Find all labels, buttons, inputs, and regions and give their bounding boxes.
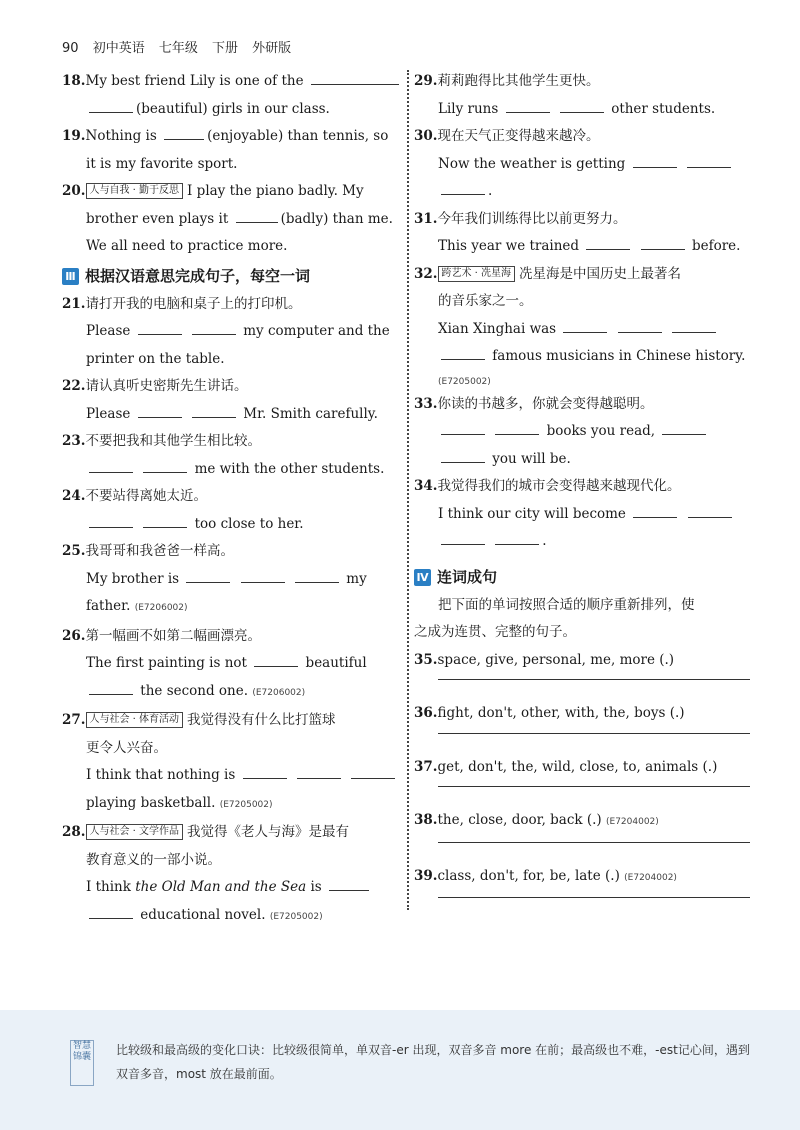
answer-blank[interactable] [633,503,677,518]
question-22: 22.请认真听史密斯先生讲话。 Please Mr. Smith carefully. [62,378,378,422]
answer-blank[interactable] [143,513,187,528]
answer-blank[interactable] [560,98,604,113]
tip-text: 比较级和最高级的变化口诀：比较级很简单，单双音-er 出现，双音多音 more 在前；最高级也不难，-est记心间，遇到双音多音，most 放在最前面。 [116,1043,750,1081]
answer-blank[interactable] [441,420,485,435]
page-header [62,37,301,56]
question-25: 25.我哥哥和我爸爸一样高。 My brother is my father. (E7206002) [62,543,367,614]
answer-blank[interactable] [563,318,607,333]
item-code: (E7205002) [438,376,491,387]
question-26: 26.第一幅画不如第二幅画漂亮。 The first painting is not beautiful the second one. (E7206002) [62,627,367,699]
book-subject: 初中英语 [92,41,145,56]
column-divider [407,70,409,910]
question-21: 21.请打开我的电脑和桌子上的打印机。 Please my computer and the printer on the table. [62,295,390,367]
section-4-title: Ⅳ 连词成句 [414,562,750,592]
topic-tag: 人与社会 · 文学作品 [86,824,184,840]
question-23: 23.不要把我和其他学生相比较。 me with the other students. [62,433,385,477]
left-column [62,68,400,931]
answer-line[interactable] [438,896,750,898]
answer-blank[interactable] [506,98,550,113]
question-27: 27. 人与社会 · 体育活动 我觉得没有什么比打篮球 更令人兴奋。 I think that nothing is playing basketball. (E7205002) [62,707,400,819]
tip-footer [0,1010,800,1130]
item-code: (E7205002) [219,799,273,810]
answer-blank[interactable] [441,448,485,463]
answer-blank[interactable] [241,568,285,583]
answer-blank[interactable] [192,320,236,335]
question-37: 37.get, don't, the, wild, close, to, animals (.) [414,754,750,788]
topic-tag: 跨艺术 · 冼星海 [438,266,516,282]
answer-blank[interactable] [186,568,230,583]
item-code: (E7206002) [252,687,306,698]
item-code: (E7204002) [624,872,677,883]
tip-label: 智慧锦囊 [70,1040,94,1086]
question-29: 29.莉莉跑得比其他学生更快。 Lily runs other students. [414,73,716,117]
answer-blank[interactable] [672,318,716,333]
section-4-intro: 把下面的单词按照合适的顺序重新排列，使 [438,596,695,613]
answer-blank[interactable] [89,680,133,695]
answer-blank[interactable] [254,652,298,667]
section-4-intro-cont: 之成为连贯、完整的句子。 [414,624,576,640]
answer-blank[interactable] [586,235,630,250]
section-3-title: Ⅲ 根据汉语意思完成句子，每空一词 [62,261,400,291]
question-18: 18.My best friend Lily is one of the (beautiful) girls in our class. [62,68,400,123]
question-24: 24.不要站得离她太近。 too close to her. [62,488,304,532]
section-badge: Ⅲ [62,268,79,285]
page-number: 90 [62,41,79,56]
item-code: (E7206002) [134,603,188,613]
answer-blank[interactable] [138,320,182,335]
question-34: 34.我觉得我们的城市会变得越来越现代化。 I think our city will become . [414,473,750,556]
question-38: 38.the, close, door, back (.) (E7204002) [414,807,750,843]
question-35: 35.space, give, personal, me, more (.) [414,647,750,681]
question-20: 20. 人与自我 · 勤于反思 I play the piano badly. My brother even plays it (badly) than me. We all need to practice more. [62,183,393,254]
question-31: 31.今年我们训练得比以前更努力。 This year we trained before. [414,210,741,254]
answer-blank[interactable] [89,98,133,113]
answer-line[interactable] [438,678,750,680]
item-code: (E7204002) [606,817,659,827]
answer-blank[interactable] [495,420,539,435]
answer-blank[interactable] [143,458,187,473]
topic-tag: 人与自我 · 勤于反思 [86,183,184,199]
book-volume: 下册 [212,41,239,56]
answer-blank[interactable] [495,530,539,545]
answer-blank[interactable] [164,125,204,140]
answer-blank[interactable] [297,764,341,779]
section-badge: Ⅳ [414,569,431,586]
answer-blank[interactable] [192,403,236,418]
answer-blank[interactable] [441,530,485,545]
answer-blank[interactable] [89,458,133,473]
answer-blank[interactable] [311,70,399,85]
question-30: 30.现在天气正变得越来越冷。 Now the weather is getting . [414,123,750,206]
right-column [414,68,750,918]
answer-blank[interactable] [441,345,485,360]
question-36: 36.fight, don't, other, with, the, boys (.) [414,700,750,734]
question-32: 32. 跨艺术 · 冼星海 冼星海是中国历史上最著名 的音乐家之一。 Xian Xinghai was famous musicians in Chinese history. (E7205002) [414,265,746,387]
answer-blank[interactable] [295,568,339,583]
question-19: 19.Nothing is (enjoyable) than tennis, so it is my favorite sport. [62,123,400,178]
answer-blank[interactable] [662,420,706,435]
answer-blank[interactable] [236,208,278,223]
answer-blank[interactable] [351,764,395,779]
answer-blank[interactable] [633,153,677,168]
answer-blank[interactable] [89,513,133,528]
item-code: (E7205002) [269,911,323,922]
answer-blank[interactable] [138,403,182,418]
answer-line[interactable] [438,785,750,787]
answer-blank[interactable] [687,153,731,168]
question-33: 33.你读的书越多，你就会变得越聪明。 books you read, you will be. [414,391,750,474]
topic-tag: 人与社会 · 体育活动 [86,712,184,728]
answer-blank[interactable] [243,764,287,779]
question-39: 39.class, don't, for, be, late (.) (E7204002) [414,863,750,899]
answer-blank[interactable] [688,503,732,518]
answer-line[interactable] [438,841,750,843]
question-28: 28. 人与社会 · 文学作品 我觉得《老人与海》是最有 教育意义的一部小说。 I think the Old Man and the Sea is educational novel. (E7205002) [62,819,400,931]
answer-blank[interactable] [329,876,369,891]
answer-blank[interactable] [89,904,133,919]
answer-blank[interactable] [441,180,485,195]
answer-blank[interactable] [641,235,685,250]
answer-line[interactable] [438,732,750,734]
answer-blank[interactable] [618,318,662,333]
book-publisher: 外研版 [252,41,292,56]
book-grade: 七年级 [158,41,198,56]
